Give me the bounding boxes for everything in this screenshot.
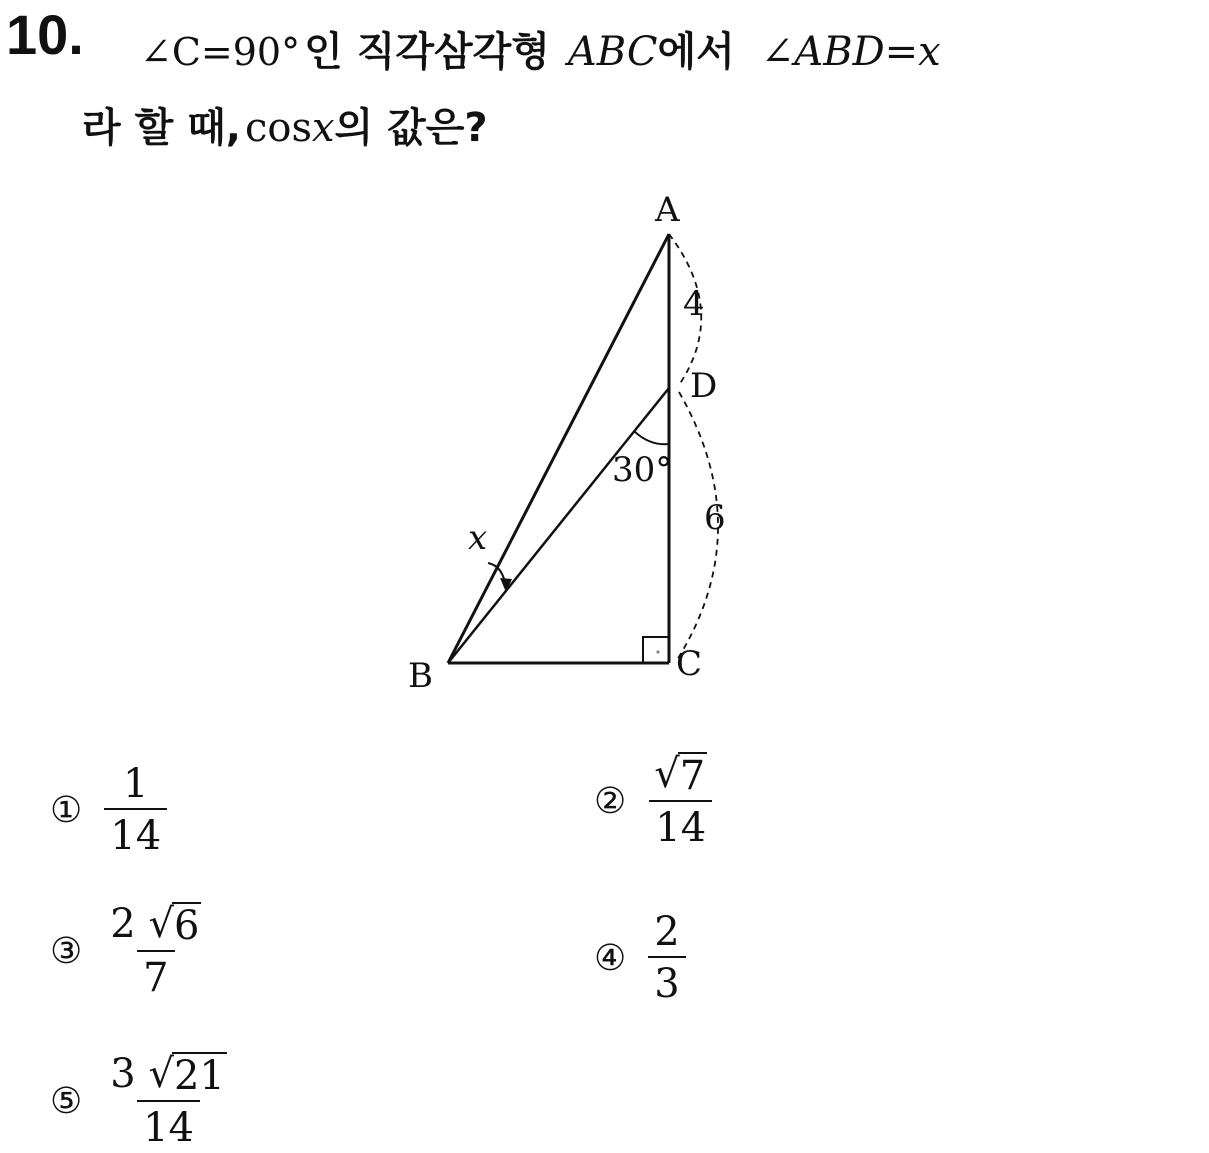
angle-arc-d bbox=[634, 431, 669, 444]
choice-3-radicand: 6 bbox=[173, 903, 200, 949]
choice-2-denominator: 14 bbox=[649, 800, 712, 850]
question-text-when: 라 할 때, bbox=[82, 105, 241, 151]
choice-4-marker: ④ bbox=[594, 937, 627, 979]
choice-3-fraction bbox=[104, 902, 207, 1000]
sqrt-sign-icon: √ bbox=[654, 751, 680, 797]
choice-3[interactable] bbox=[50, 902, 207, 1000]
choice-3-sqrt bbox=[148, 902, 201, 948]
triangle-abc-label: ABC bbox=[567, 29, 658, 75]
sqrt-sign-icon: √ bbox=[148, 1051, 174, 1097]
right-angle-marker bbox=[643, 637, 669, 663]
question-text-value: 의 값은? bbox=[334, 105, 488, 151]
choice-1-marker: ① bbox=[50, 789, 83, 831]
question-text-right-triangle: 인 직각삼각형 bbox=[304, 29, 550, 75]
angle-abd-expression: ∠ABD=x bbox=[760, 29, 941, 75]
choice-1-denominator: 14 bbox=[104, 808, 167, 858]
cos-variable: x bbox=[311, 105, 335, 151]
choice-4-denominator: 3 bbox=[648, 956, 685, 1006]
choice-3-coefficient: 2 bbox=[110, 901, 136, 947]
choice-5-numerator bbox=[104, 1052, 233, 1100]
length-dc-label: 6 bbox=[704, 498, 726, 538]
question-text-in: 에서 bbox=[657, 29, 735, 75]
cos-function: cos bbox=[244, 105, 312, 151]
choice-5-coefficient: 3 bbox=[110, 1051, 136, 1097]
choice-3-denominator: 7 bbox=[137, 950, 174, 1000]
choice-5-radicand: 21 bbox=[173, 1053, 225, 1099]
vertex-a-label: A bbox=[655, 190, 680, 230]
side-ab bbox=[448, 234, 669, 663]
question-number: 10. bbox=[6, 3, 84, 66]
choice-1[interactable] bbox=[50, 762, 167, 858]
angle-30-label: 30° bbox=[612, 450, 673, 490]
choice-4-numerator: 2 bbox=[654, 909, 680, 955]
angle-arc-x bbox=[488, 563, 506, 590]
length-ad-label: 4 bbox=[683, 284, 705, 324]
choice-5-denominator: 14 bbox=[137, 1100, 200, 1150]
choice-5-fraction bbox=[104, 1052, 233, 1150]
choice-2[interactable] bbox=[594, 752, 713, 850]
choice-2-fraction bbox=[648, 752, 713, 850]
choice-2-numerator bbox=[648, 752, 713, 800]
choice-4-fraction bbox=[648, 910, 685, 1006]
choice-3-numerator bbox=[104, 902, 207, 950]
choice-2-sqrt bbox=[654, 752, 707, 798]
choice-1-numerator: 1 bbox=[123, 761, 149, 807]
choice-3-marker: ③ bbox=[50, 930, 83, 972]
angle-x-label: x bbox=[468, 518, 488, 558]
point-d-label: D bbox=[690, 366, 718, 406]
choice-1-fraction bbox=[104, 762, 167, 858]
angle-c-expression: ∠C=90° bbox=[140, 30, 301, 74]
choice-5-marker: ⑤ bbox=[50, 1080, 83, 1122]
choice-2-marker: ② bbox=[594, 780, 627, 822]
vertex-b-label: B bbox=[408, 656, 433, 696]
sqrt-sign-icon: √ bbox=[148, 901, 174, 947]
choice-2-radicand: 7 bbox=[679, 753, 706, 799]
right-angle-dot bbox=[656, 650, 659, 653]
choice-4[interactable] bbox=[594, 910, 686, 1006]
choice-5[interactable] bbox=[50, 1052, 233, 1150]
choice-5-sqrt bbox=[148, 1052, 226, 1098]
vertex-c-label: C bbox=[676, 644, 703, 684]
